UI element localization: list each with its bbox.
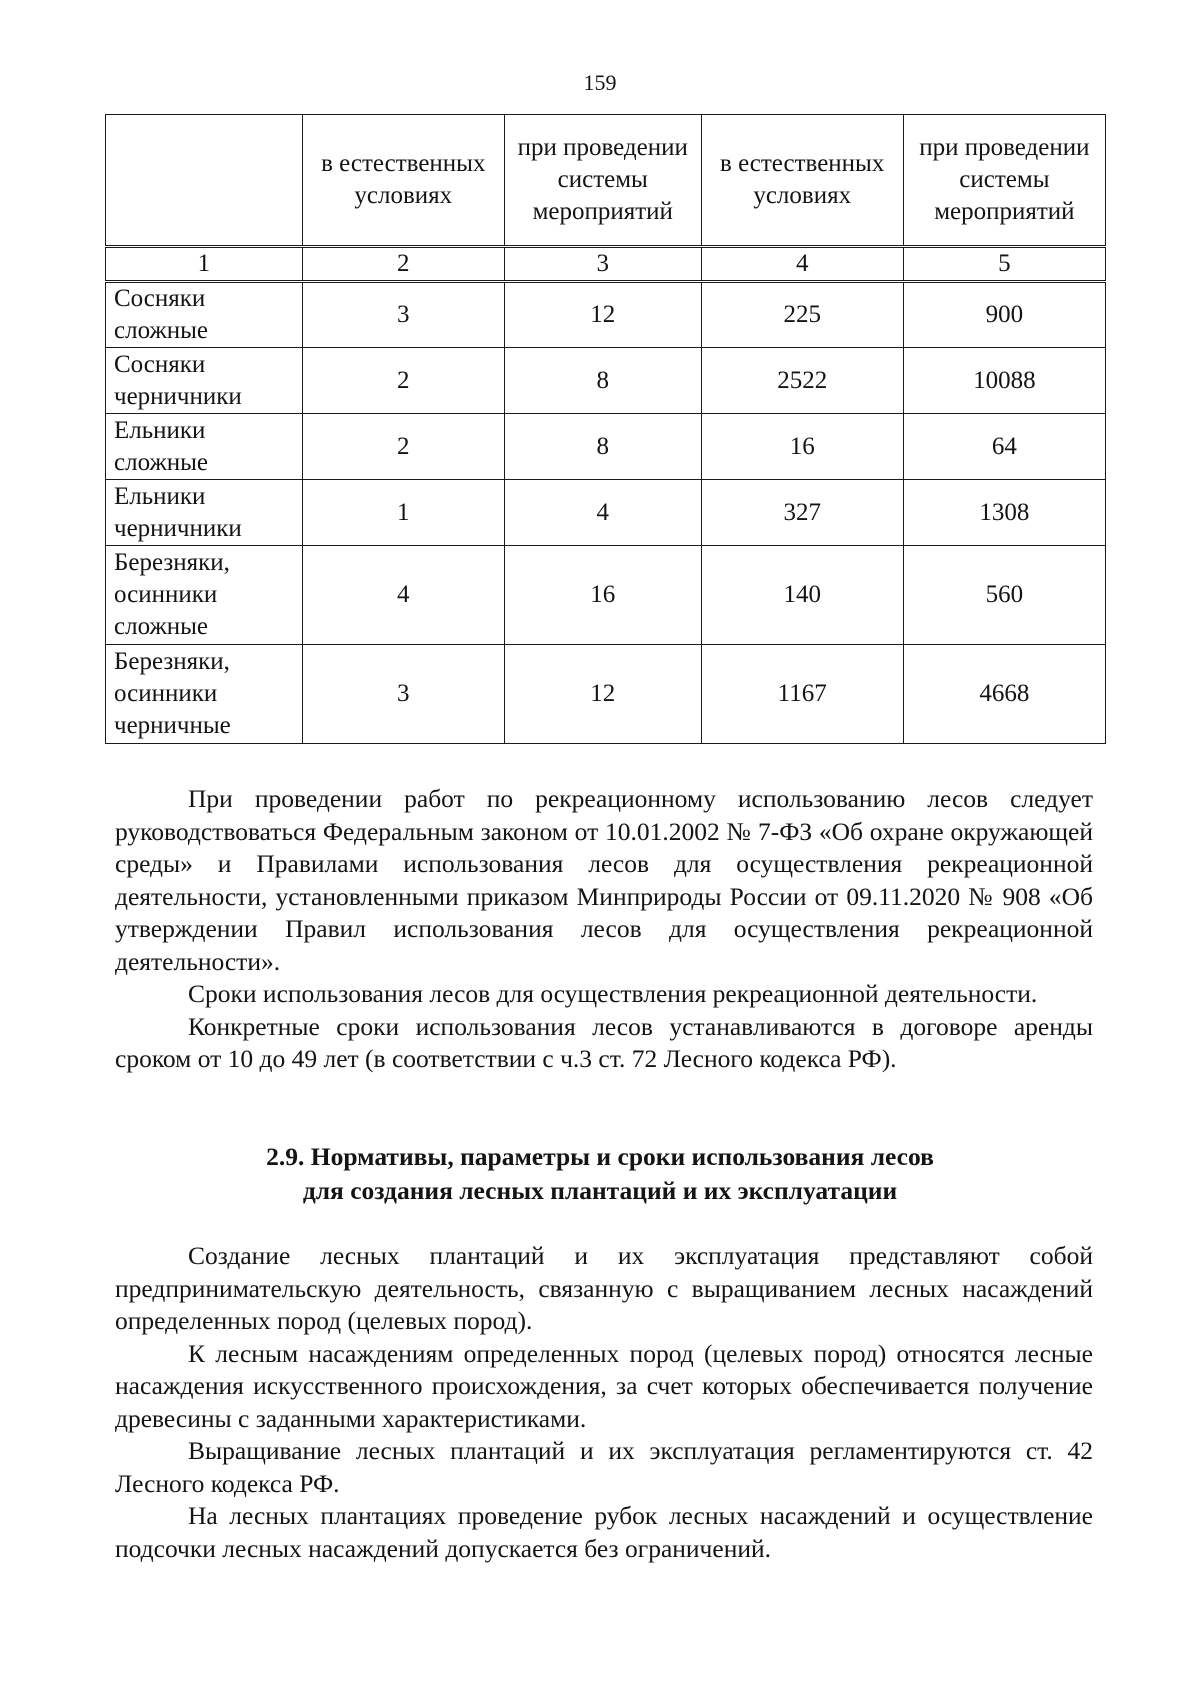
cell: 140 xyxy=(701,546,903,645)
header-cell: в естественных условиях xyxy=(701,115,903,247)
table-row xyxy=(106,546,1106,645)
paragraph: К лесным насаждениям определенных пород (целевых пород) относятся лесные насаждения искусственного происхождения, за счет которых обеспечивается получение древесины с заданными характеристиками. xyxy=(115,1338,1093,1433)
row-name: Березняки, осинники черничные xyxy=(106,645,303,744)
cell: 1167 xyxy=(701,645,903,744)
table-row xyxy=(106,645,1106,744)
column-number: 1 xyxy=(106,247,303,282)
paragraph: При проведении работ по рекреационному использованию лесов следует руководствоваться Федеральным законом от 10.01.2002 № 7-ФЗ «Об охране окружающей среды» и Правилами использования лесов для осуществления рекреационной деятельности, установленными приказом Минприроды России от 09.11.2020 № 908 «Об утверждении Правил использования лесов для осуществления рекреационной деятельности». xyxy=(115,784,1093,976)
paragraph: Создание лесных плантаций и их эксплуатация представляют собой предпринимательскую деятельность, связанную с выращиванием лесных насаждений определенных пород (целевых пород). xyxy=(115,1241,1093,1335)
column-number: 2 xyxy=(302,247,504,282)
paragraph: На лесных плантациях проведение рубок лесных насаждений и осуществление подсочки лесных насаждений допускается без ограничений. xyxy=(115,1501,1093,1563)
text-block-bottom xyxy=(115,1240,1093,1565)
section-title xyxy=(0,1140,1200,1208)
column-number: 4 xyxy=(701,247,903,282)
table-row xyxy=(106,348,1106,414)
cell: 560 xyxy=(903,546,1105,645)
row-name: Ельники черничники xyxy=(106,480,303,546)
cell: 4 xyxy=(302,546,504,645)
cell: 2 xyxy=(302,348,504,414)
page-number: 159 xyxy=(583,70,617,95)
cell: 12 xyxy=(504,282,701,348)
cell: 64 xyxy=(903,414,1105,480)
cell: 12 xyxy=(504,645,701,744)
cell: 16 xyxy=(504,546,701,645)
table-header-row xyxy=(106,115,1106,247)
column-number-row xyxy=(106,247,1106,282)
cell: 1308 xyxy=(903,480,1105,546)
cell: 4668 xyxy=(903,645,1105,744)
cell: 16 xyxy=(701,414,903,480)
column-number: 3 xyxy=(504,247,701,282)
cell: 3 xyxy=(302,645,504,744)
header-cell: в естественных условиях xyxy=(302,115,504,247)
cell: 8 xyxy=(504,414,701,480)
cell: 2522 xyxy=(701,348,903,414)
cell: 225 xyxy=(701,282,903,348)
paragraph: Конкретные сроки использования лесов устанавливаются в договоре аренды сроком от 10 до 49 лет (в соответствии с ч.3 ст. 72 Лесного кодекса РФ). xyxy=(115,1011,1093,1073)
cell: 327 xyxy=(701,480,903,546)
paragraph: Выращивание лесных плантаций и их эксплуатация регламентируются ст. 42 Лесного кодекса РФ. xyxy=(115,1436,1093,1498)
cell: 900 xyxy=(903,282,1105,348)
cell: 10088 xyxy=(903,348,1105,414)
cell: 3 xyxy=(302,282,504,348)
cell: 4 xyxy=(504,480,701,546)
table-row xyxy=(106,282,1106,348)
cell: 2 xyxy=(302,414,504,480)
cell: 1 xyxy=(302,480,504,546)
text-block-top xyxy=(115,783,1093,1076)
section-title-line: 2.9. Нормативы, параметры и сроки использования лесов xyxy=(266,1142,934,1171)
header-cell xyxy=(106,115,303,247)
row-name: Сосняки черничники xyxy=(106,348,303,414)
paragraph: Сроки использования лесов для осуществления рекреационной деятельности. xyxy=(188,979,1038,1008)
table-row xyxy=(106,480,1106,546)
header-cell: при проведении системы мероприятий xyxy=(504,115,701,247)
data-table xyxy=(105,114,1106,744)
row-name: Ельники сложные xyxy=(106,414,303,480)
table-row xyxy=(106,414,1106,480)
cell: 8 xyxy=(504,348,701,414)
header-cell: при проведении системы мероприятий xyxy=(903,115,1105,247)
section-title-line: для создания лесных плантаций и их эксплуатации xyxy=(302,1176,898,1205)
row-name: Сосняки сложные xyxy=(106,282,303,348)
row-name: Березняки, осинники сложные xyxy=(106,546,303,645)
column-number: 5 xyxy=(903,247,1105,282)
